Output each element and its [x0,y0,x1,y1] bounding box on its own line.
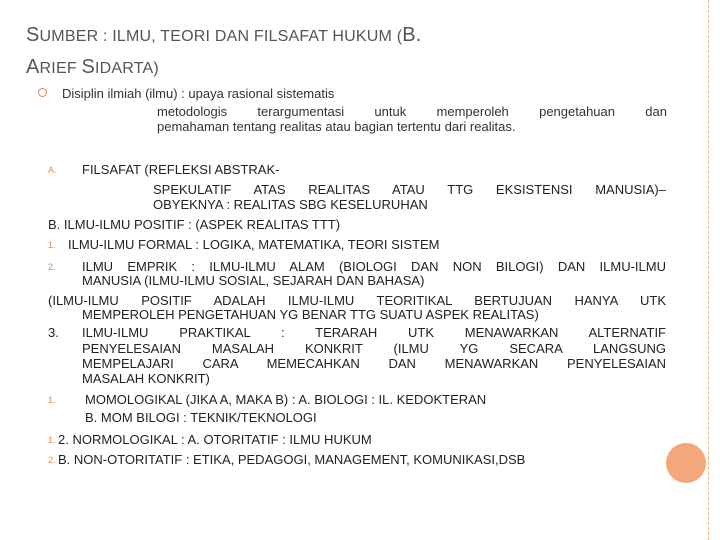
item-a-line-2: SPEKULATIF ATAS REALITAS ATAU TTG EKSISTENSI MANUSIA)– [153,182,666,197]
marker-b1: 1. [48,240,56,250]
marker-d: 1. [48,395,56,405]
item-b1: ILMU-ILMU FORMAL : LOGIKA, MATEMATIKA, TEORI SISTEM [68,237,440,252]
slide-right-border [708,0,709,540]
decorative-circle [666,443,706,483]
item-a-line-3: OBYEKNYA : REALITAS SBG KESELURUHAN [153,197,428,212]
title-line-1: SUMBER : ILMU, TEORI DAN FILSAFAT HUKUM (B. [26,24,422,46]
title-line-2: ARIEF SIDARTA) [26,56,159,78]
marker-e2: 2. [48,455,56,465]
item-e-line-1: 2. NORMOLOGIKAL : A. OTORITATIF : ILMU HUKUM [58,432,372,447]
slide-title [26,20,686,84]
note-line-2: MEMPEROLEH PENGETAHUAN YG BENAR TTG SUATU ASPEK REALITAS) [82,307,539,322]
marker-a: A. [48,165,57,175]
item-c-line-4: MASALAH KONKRIT) [82,371,210,386]
item-d-line-2: B. MOM BILOGI : TEKNIK/TEKNOLOGI [85,410,317,425]
intro-line-2: metodologis terargumentasi untuk memperoleh pengetahuan dan [157,104,667,119]
item-c-line-1: ILMU-ILMU PRAKTIKAL : TERARAH UTK MENAWARKAN ALTERNATIF [82,325,666,340]
item-d-line-1: MOMOLOGIKAL (JIKA A, MAKA B) : A. BIOLOGI : IL. KEDOKTERAN [85,392,487,407]
intro-line-1: Disiplin ilmiah (ilmu) : upaya rasional sistematis [62,86,335,101]
marker-b2: 2. [48,262,56,272]
marker-e1: 1. [48,435,56,445]
bullet-circle-icon [38,88,47,97]
item-b: B. ILMU-ILMU POSITIF : (ASPEK REALITAS TTT) [48,217,341,232]
intro-line-3: pemahaman tentang realitas atau bagian tertentu dari realitas. [157,119,516,134]
item-e-line-2: B. NON-OTORITATIF : ETIKA, PEDAGOGI, MANAGEMENT, KOMUNIKASI,DSB [58,452,526,467]
item-b2-line-1: ILMU EMPRIK : ILMU-ILMU ALAM (BIOLOGI DAN NON BILOGI) DAN ILMU-ILMU [82,259,666,274]
item-c-line-2: PENYELESAIAN MASALAH KONKRIT (ILMU YG SECARA LANGSUNG [82,341,666,356]
marker-c: 3. [48,325,59,340]
note-line-1: (ILMU-ILMU POSITIF ADALAH ILMU-ILMU TEORITIKAL BERTUJUAN HANYA UTK [48,293,666,308]
item-a-line-1: FILSAFAT (REFLEKSI ABSTRAK- [82,162,280,177]
item-c-line-3: MEMPELAJARI CARA MEMECAHKAN DAN MENAWARKAN PENYELESAIAN [82,356,666,371]
item-b2-line-2: MANUSIA (ILMU-ILMU SOSIAL, SEJARAH DAN BAHASA) [82,273,425,288]
